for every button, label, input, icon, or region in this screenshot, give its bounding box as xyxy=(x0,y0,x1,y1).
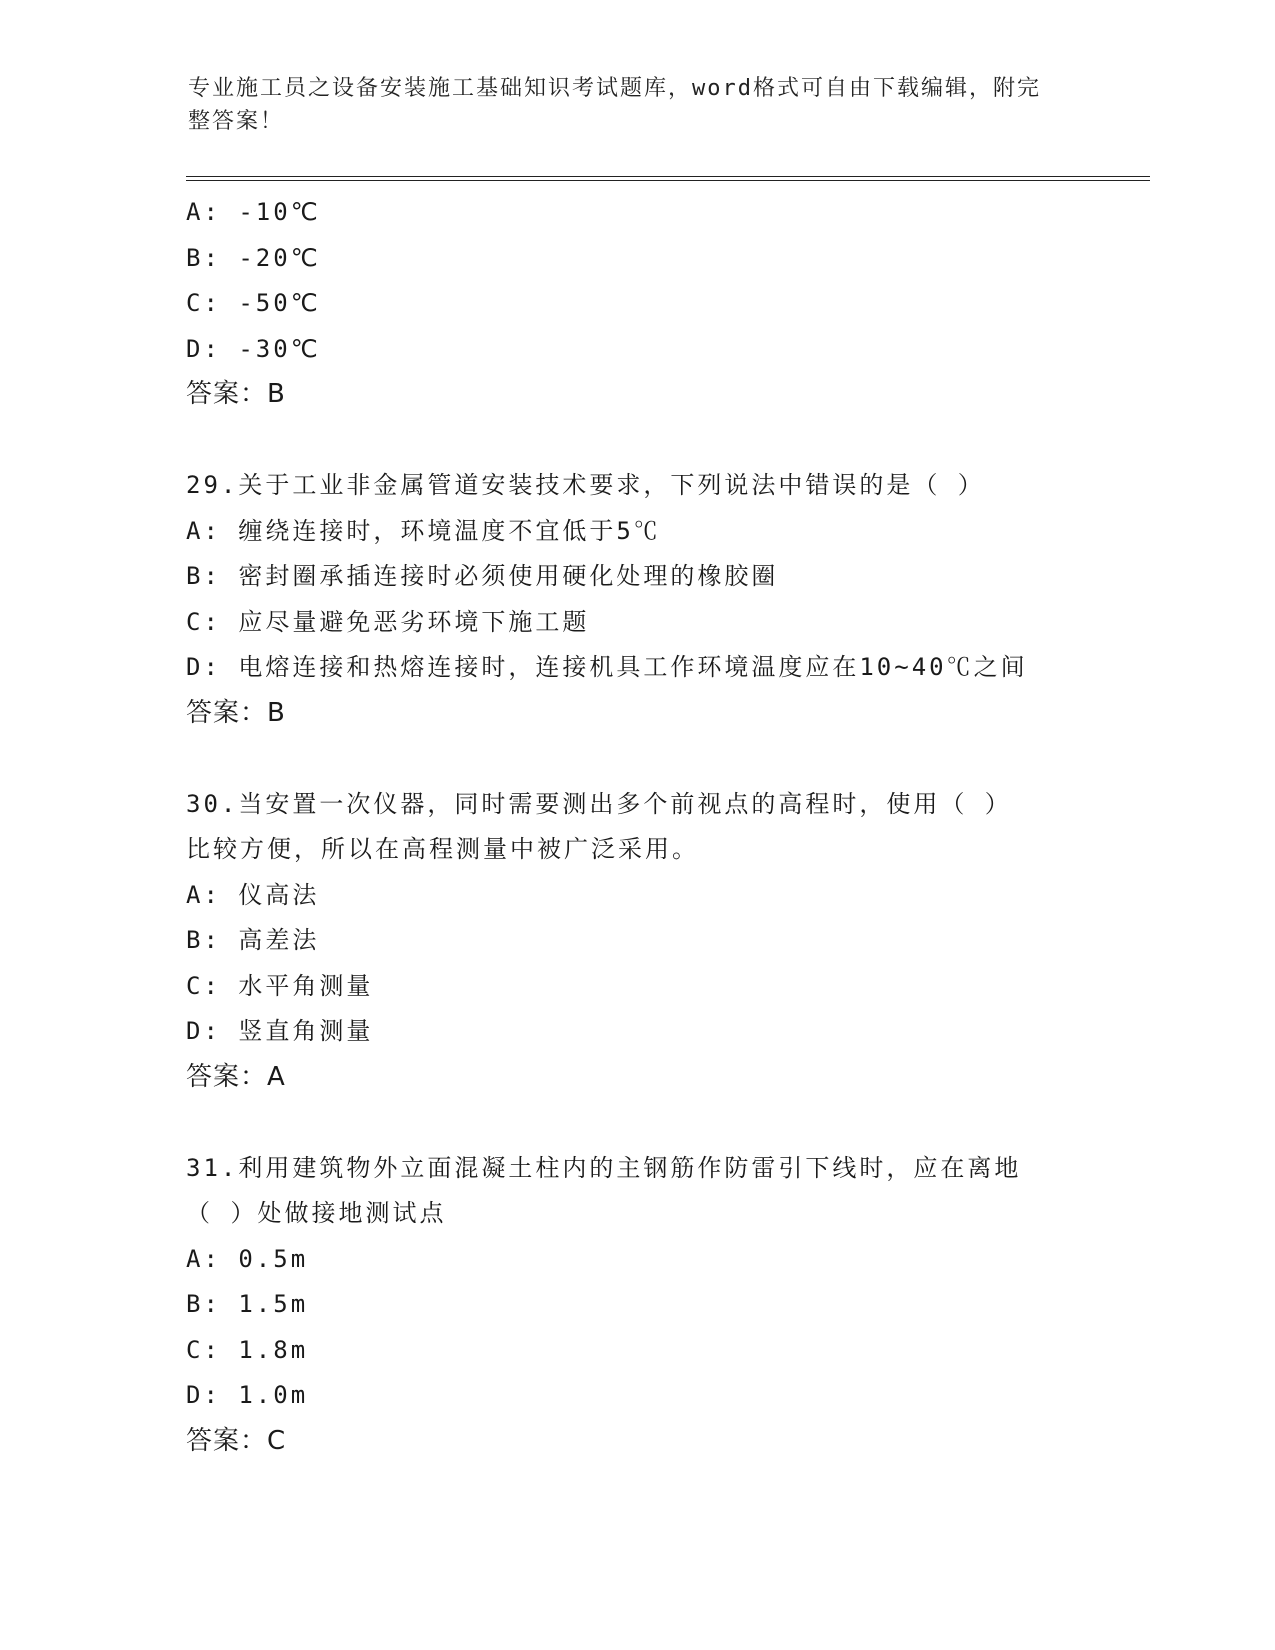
header-line-2: 整答案！ xyxy=(188,109,285,134)
answer: 答案：A xyxy=(186,1061,286,1092)
question-31 xyxy=(186,1146,1086,1465)
exam-content xyxy=(186,190,1086,1464)
spacer xyxy=(186,736,1086,782)
option-d: D: -30℃ xyxy=(186,334,321,363)
spacer xyxy=(186,1100,1086,1146)
option-a: A: -10℃ xyxy=(186,198,321,226)
header-divider xyxy=(186,176,1150,181)
question-29 xyxy=(186,463,1086,736)
spacer xyxy=(186,418,1086,464)
answer: 答案：C xyxy=(186,1425,287,1456)
option-b: B: 1.5m xyxy=(186,1290,309,1318)
question-text-line-2: （ ）处做接地测试点 xyxy=(186,1199,447,1227)
option-c: C: 1.8m xyxy=(186,1335,309,1364)
header-line-1: 专业施工员之设备安装施工基础知识考试题库，word格式可自由下载编辑，附完 xyxy=(188,76,1041,101)
answer: 答案：B xyxy=(186,697,286,728)
document-header xyxy=(188,72,1068,138)
question-text-line-1: 31.利用建筑物外立面混凝土柱内的主钢筋作防雷引下线时，应在离地 xyxy=(186,1153,1022,1182)
option-b: B: -20℃ xyxy=(186,243,321,272)
option-c: C: 应尽量避免恶劣环境下施工题 xyxy=(186,607,590,636)
question-text-line-2: 比较方便，所以在高程测量中被广泛采用。 xyxy=(186,835,699,863)
answer: 答案：B xyxy=(186,379,286,409)
question-28 xyxy=(186,190,1086,418)
question-text: 29.关于工业非金属管道安装技术要求，下列说法中错误的是（ ） xyxy=(186,471,985,499)
option-b: B: 密封圈承插连接时必须使用硬化处理的橡胶圈 xyxy=(186,562,779,590)
option-c: C: 水平角测量 xyxy=(186,971,374,1000)
option-d: D: 1.0m xyxy=(186,1381,309,1409)
option-a: A: 仪高法 xyxy=(186,880,320,909)
option-a: A: 缠绕连接时，环境温度不宜低于5℃ xyxy=(186,516,661,545)
question-30 xyxy=(186,782,1086,1101)
option-c: C: -50℃ xyxy=(186,289,321,317)
option-a: A: 0.5m xyxy=(186,1244,309,1273)
question-text-line-1: 30.当安置一次仪器，同时需要测出多个前视点的高程时，使用（ ） xyxy=(186,789,1012,818)
option-b: B: 高差法 xyxy=(186,926,320,954)
option-d: D: 电熔连接和热熔连接时，连接机具工作环境温度应在10~40℃之间 xyxy=(186,653,1028,681)
option-d: D: 竖直角测量 xyxy=(186,1017,374,1045)
